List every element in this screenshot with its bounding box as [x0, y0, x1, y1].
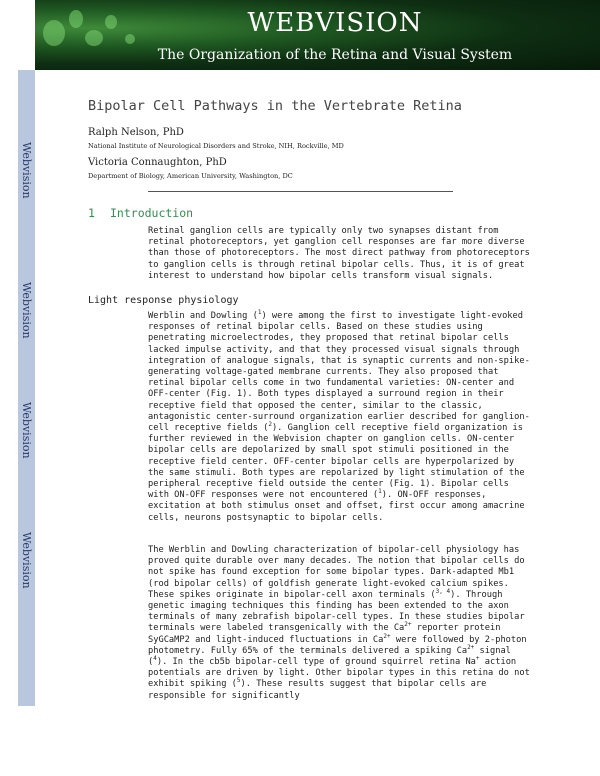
section-title: Introduction: [110, 206, 194, 220]
author-affiliation: Department of Biology, American University, Washington, DC: [88, 172, 293, 180]
sidebar-label: Webvision: [20, 531, 33, 589]
author-affiliation: National Institute of Neurological Disorders and Stroke, NIH, Rockville, MD: [88, 142, 344, 150]
reference-link[interactable]: 3, 4: [435, 587, 451, 595]
sidebar-label: Webvision: [20, 281, 33, 339]
paragraph: Werblin and Dowling ($^1$) were among the first to investigate light-evoked responses of retinal bipolar cells. Based on these studies using penetrating microelectrodes, they proposed that retinal bipolar cells lacked impulse activity, and that they processed visual signals through integration of analogue signals, that is synaptic currents and non-spike-generating voltage-gated membrane currents. They also proposed that retinal bipolar cells come in two fundamental varieties: ON-center and OFF-center (Fig. 1). Both types displayed a surround region in their receptive field that opposed the center, similar to the classic, antagonistic center-surround organization earlier described for ganglion-cell receptive fields ($^2$). Ganglion cell receptive field organization is further reviewed in the Webvision chapter on ganglion cells. ON-center bipolar cells are depolarized by small spot stimuli positioned in the receptive field center. OFF-center bipolar cells are hyperpolarized by the same stimuli. Both types are repolarized by light stimulation of the peripheral receptive field outside the center (Fig. 1). Bipolar cells with ON-OFF responses were not encountered ($^1$). ON-OFF responses, excitation at both stimulus onset and offset, first occur among amacrine cells, neurons postsynaptic to bipolar cells.: [148, 309, 530, 523]
intro-paragraph: Retinal ganglion cells are typically only two synapses distant from retinal photoreceptors, yet ganglion cell responses are far more diverse than those of photoreceptors. The most direct pathway from photoreceptors to ganglion cells is through retinal bipolar cells. Thus, it is of great interest to understand how bipolar cells transform visual signals.: [148, 226, 530, 281]
banner-title: WEBVISION: [247, 8, 423, 38]
sidebar-label: Webvision: [20, 401, 33, 459]
author-name: Ralph Nelson, PhD: [88, 127, 184, 138]
reference-link[interactable]: 5: [236, 677, 241, 685]
reference-link[interactable]: 1: [378, 488, 382, 496]
article-title: Bipolar Cell Pathways in the Vertebrate Retina: [88, 98, 462, 114]
sidebar: [18, 70, 35, 706]
sidebar-label: Webvision: [20, 141, 33, 199]
divider: [148, 191, 453, 192]
reference-link[interactable]: 2: [268, 421, 272, 429]
reference-link[interactable]: 4: [153, 655, 157, 663]
section-number: 1: [88, 206, 95, 220]
reference-link[interactable]: 1: [257, 309, 262, 317]
author-name: Victoria Connaughton, PhD: [88, 157, 227, 168]
subheading: Light response physiology: [88, 295, 239, 306]
banner-subtitle: The Organization of the Retina and Visual System: [157, 47, 513, 63]
webvision-banner: [35, 0, 600, 70]
paragraph: The Werblin and Dowling characterization of bipolar-cell physiology has proved quite durable over many decades. The notion that bipolar cells do not spike has found exception for some bipolar types. Dark-adapted Mb1 (rod bipolar cells) of goldfish generate light-evoked calcium spikes. These spikes originate in bipolar-cell axon terminals ($^{3, 4}$). Through genetic imaging techniques this finding has been extended to the axon terminals of many zebrafish bipolar-cell types. In these studies bipolar terminals were labeled transgenically with the $Ca^{2+}$ reporter protein SyGCaMP2 and light-induced fluctuations in $Ca^{2+}$ were followed by 2-photon photometry. Fully 65% of the terminals delivered a spiking $Ca^{2+}$ signal ($^4$). In the cb5b bipolar-cell type of ground squirrel retina Na+ action potentials are driven by light. Other bipolar types in this retina do not exhibit spiking ($^5$). These results suggest that bipolar cells are responsible for significantly: [148, 545, 530, 701]
